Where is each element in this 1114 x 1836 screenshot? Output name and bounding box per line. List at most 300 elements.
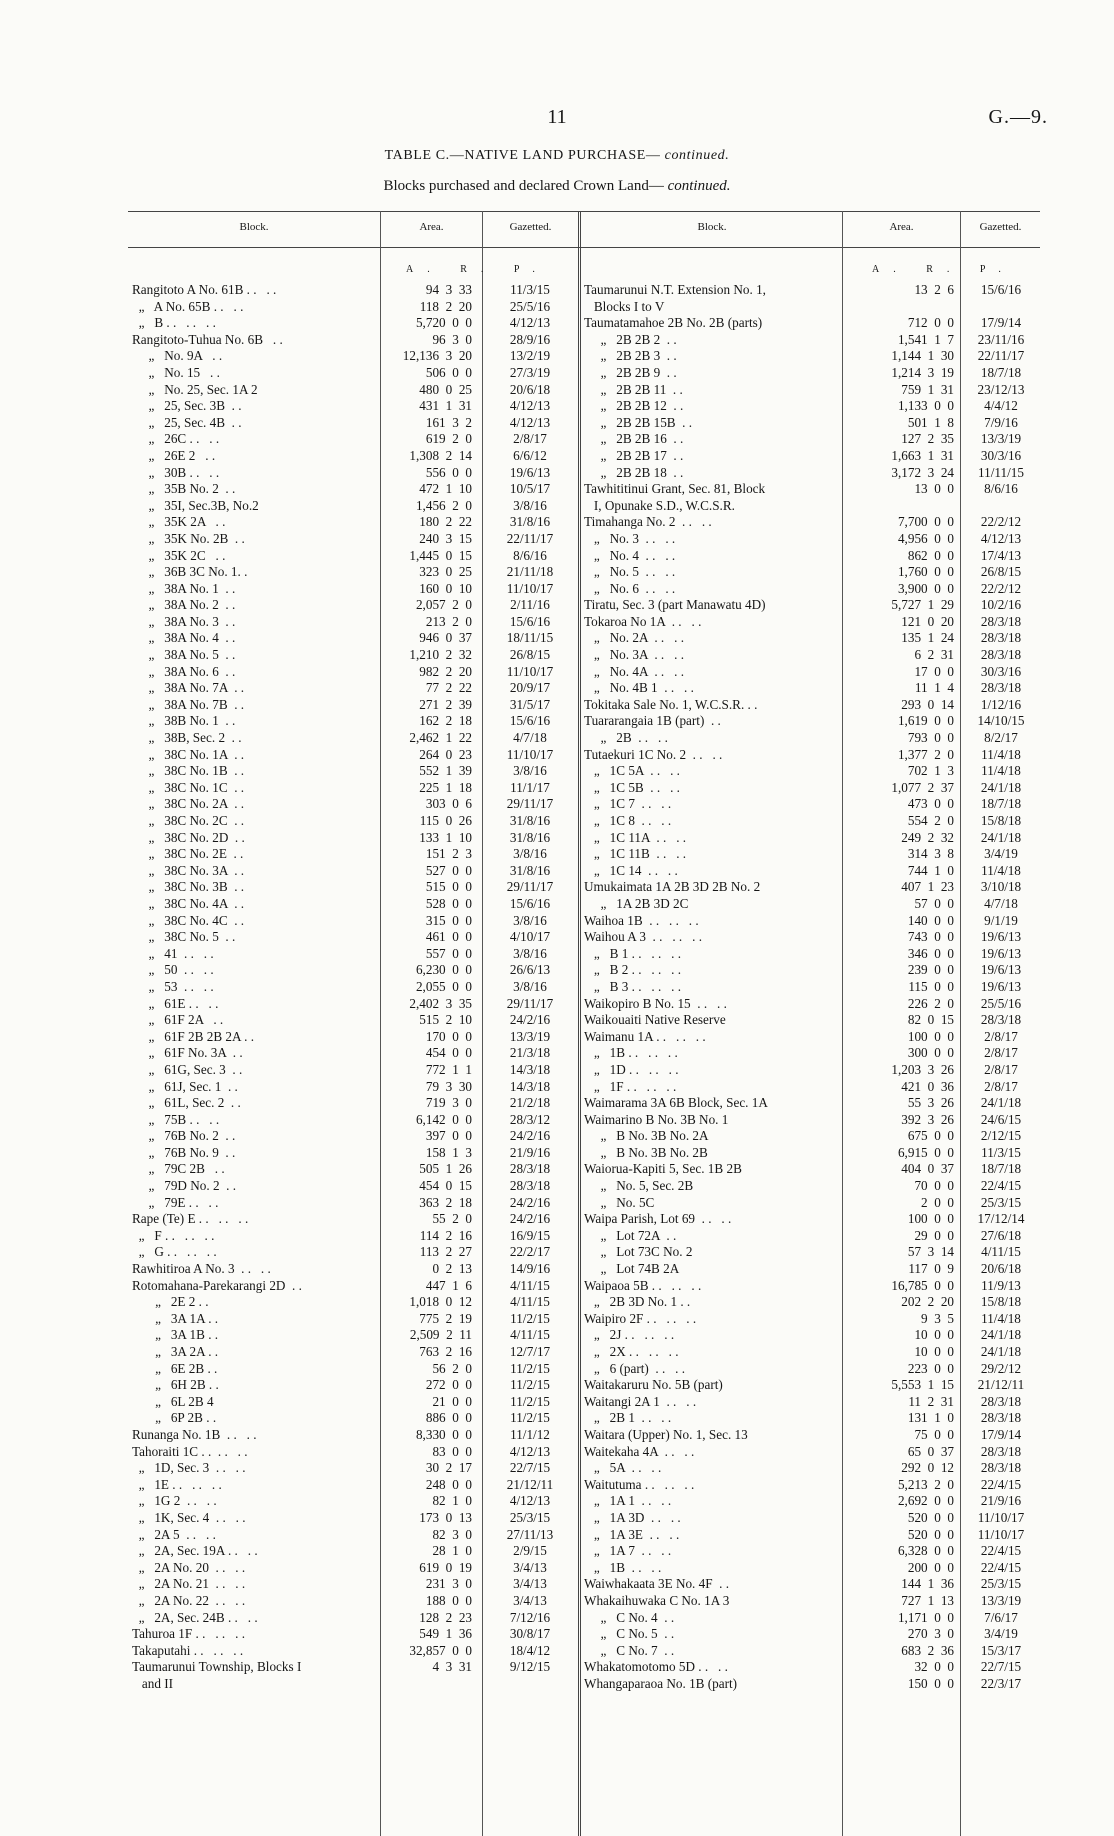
block-cell: „ B 3 . . . . . . — [584, 978, 682, 994]
area-cell: 213 2 0 — [425, 613, 472, 629]
area-cell: 231 3 0 — [425, 1576, 472, 1592]
area-cell: 2 0 0 — [921, 1194, 954, 1210]
gazetted-cell: 7/9/16 — [984, 414, 1018, 430]
table-row — [584, 730, 1040, 747]
block-cell: Waitangi 2A 1 . . . . — [584, 1393, 697, 1409]
table-row — [132, 299, 576, 316]
block-cell: and II — [132, 1675, 174, 1691]
page-code: G.—9. — [988, 106, 1048, 128]
table-row — [584, 580, 1040, 598]
table-subtitle: Blocks purchased and declared Crown Land— continued. — [383, 178, 731, 194]
table-row — [132, 647, 576, 664]
block-cell: Rangitoto-Tuhua No. 6B . . — [132, 331, 283, 347]
area-cell: 397 0 0 — [425, 1128, 472, 1144]
block-cell: „ 61E . . . . — [132, 995, 219, 1011]
block-cell: „ 1C 5B . . . . — [584, 779, 680, 795]
area-cell: 1,171 0 0 — [897, 1609, 954, 1625]
table-row — [584, 763, 1040, 780]
gazetted-cell: 3/8/16 — [513, 497, 547, 513]
table-row — [132, 1444, 576, 1461]
gazetted-cell: 22/7/15 — [509, 1460, 551, 1476]
left-area-header: Area. — [419, 221, 444, 233]
gazetted-cell: 3/4/13 — [513, 1592, 547, 1608]
table-row — [584, 1543, 1040, 1560]
gazetted-cell: 25/3/15 — [980, 1576, 1022, 1592]
gazetted-cell: 22/4/15 — [980, 1476, 1022, 1492]
table-row — [584, 1095, 1040, 1112]
gazetted-cell: 25/3/15 — [980, 1194, 1022, 1210]
block-cell: „ 6P 2B . . — [132, 1410, 217, 1426]
right-area-header: Area. — [889, 221, 914, 233]
block-cell: Tiratu, Sec. 3 (part Manawatu 4D) — [584, 597, 766, 613]
block-cell: „ 35K 2C . . — [132, 547, 226, 563]
gazetted-cell: 2/8/17 — [984, 1045, 1018, 1061]
block-cell: „ No. 4 . . . . — [584, 547, 676, 563]
table-row — [584, 995, 1040, 1013]
table-row — [584, 895, 1040, 913]
block-cell: Tokaroa No 1A . . . . — [584, 613, 702, 629]
table-row — [584, 813, 1040, 830]
gazetted-cell: 19/6/13 — [509, 464, 551, 480]
block-cell: „ No. 25, Sec. 1A 2 — [132, 381, 258, 397]
table-row — [584, 1061, 1040, 1079]
block-cell: „ B No. 3B No. 2B — [584, 1144, 708, 1160]
gazetted-cell: 23/12/13 — [977, 381, 1025, 397]
table-row — [584, 597, 1040, 614]
table-row — [132, 830, 576, 847]
gazetted-cell: 28/3/18 — [980, 1012, 1022, 1028]
table-row — [132, 1493, 576, 1510]
table-row — [132, 1228, 576, 1245]
block-cell: Waitutuma . . . . . . — [584, 1476, 695, 1492]
area-cell: 7,700 0 0 — [897, 514, 954, 530]
table-row — [132, 332, 576, 349]
area-cell: 240 3 15 — [419, 530, 472, 546]
gazetted-cell: 10/2/16 — [980, 597, 1022, 613]
gazetted-cell: 25/3/15 — [509, 1509, 551, 1525]
block-cell: „ B 2 . . . . . . — [584, 962, 682, 978]
gazetted-cell: 22/2/17 — [509, 1244, 551, 1260]
block-cell: „ G . . . . . . — [132, 1244, 217, 1260]
gazetted-cell: 20/6/18 — [980, 1261, 1022, 1277]
area-cell: 552 1 39 — [419, 763, 472, 779]
table-row — [132, 1211, 576, 1228]
block-cell: „ 6L 2B 4 — [132, 1393, 214, 1409]
area-cell: 549 1 36 — [419, 1626, 472, 1642]
area-cell: 1,144 1 30 — [891, 348, 954, 364]
block-cell: „ 61F 2B 2B 2A . . — [132, 1028, 254, 1044]
area-cell: 1,133 0 0 — [897, 398, 954, 414]
table-row — [132, 846, 576, 863]
area-cell: 82 3 0 — [432, 1526, 472, 1542]
table-row — [584, 447, 1040, 465]
gazetted-cell: 11/10/17 — [506, 580, 554, 596]
block-cell: Blocks I to V — [584, 298, 665, 314]
table-row — [584, 1509, 1040, 1527]
block-cell: „ 2B 2B 12 . . — [584, 398, 684, 414]
gazetted-cell: 4/11/15 — [510, 1327, 550, 1343]
gazetted-cell: 22/3/17 — [980, 1675, 1022, 1691]
gazetted-cell: 11/4/18 — [981, 1310, 1021, 1326]
gazetted-cell: 11/11/15 — [978, 464, 1024, 480]
area-cell: 70 0 0 — [914, 1178, 954, 1194]
gazetted-cell: 3/4/13 — [513, 1576, 547, 1592]
area-cell: 557 0 0 — [425, 945, 472, 961]
gazetted-cell: 12/7/17 — [509, 1344, 551, 1359]
table-row — [132, 1178, 576, 1195]
area-cell: 128 2 23 — [419, 1609, 472, 1625]
block-cell: „ 38C No. 1A . . — [132, 746, 245, 762]
gazetted-cell: 31/8/16 — [509, 862, 551, 878]
gazetted-cell: 3/8/16 — [513, 945, 547, 961]
area-cell: 527 0 0 — [425, 862, 472, 878]
block-cell: „ 2B 1 . . . . — [584, 1410, 672, 1426]
area-cell: 270 3 0 — [907, 1626, 954, 1642]
area-cell: 271 2 39 — [419, 696, 472, 712]
gazetted-cell: 21/3/18 — [509, 1045, 551, 1061]
block-cell: „ 38C No. 1B . . — [132, 763, 245, 779]
area-cell: 5,213 2 0 — [897, 1476, 954, 1492]
area-cell: 743 0 0 — [907, 929, 954, 945]
area-cell: 1,377 2 0 — [897, 746, 954, 762]
gazetted-cell: 4/12/13 — [509, 398, 551, 414]
table-row — [132, 531, 576, 548]
gazetted-cell: 14/9/16 — [509, 1261, 551, 1277]
table-row — [584, 1261, 1040, 1278]
table-row — [584, 862, 1040, 880]
gazetted-cell: 11/2/15 — [510, 1410, 550, 1426]
block-cell: Tawhititinui Grant, Sec. 81, Block — [584, 481, 766, 497]
gazetted-cell: 28/3/18 — [980, 647, 1022, 663]
area-cell: 118 2 20 — [419, 298, 472, 314]
gazetted-cell: 24/1/18 — [980, 1095, 1022, 1111]
table-row — [584, 497, 1040, 515]
table-row — [584, 796, 1040, 813]
block-cell: „ No. 5C — [584, 1194, 655, 1210]
gazetted-cell: 15/6/16 — [980, 282, 1022, 297]
table-row — [584, 1310, 1040, 1328]
block-cell: „ 3A 2A . . — [132, 1344, 219, 1359]
table-row — [132, 1344, 576, 1361]
table-row — [132, 448, 576, 465]
gazetted-cell: 25/5/16 — [509, 298, 551, 314]
table-row — [132, 1079, 576, 1096]
table-row — [584, 630, 1040, 647]
area-cell: 127 2 35 — [901, 431, 954, 447]
block-cell: „ 79E . . . . — [132, 1194, 219, 1210]
area-cell: 121 0 20 — [901, 613, 954, 629]
block-cell: „ 38A No. 3 . . — [132, 613, 236, 629]
table-row — [132, 1062, 576, 1079]
block-cell: Tahoraiti 1C . . . . . . — [132, 1443, 248, 1459]
block-cell: „ 38A No. 7A . . — [132, 680, 245, 696]
area-cell: 515 2 10 — [419, 1012, 472, 1028]
table-row — [584, 1344, 1040, 1361]
block-cell: „ 61F 2A . . — [132, 1012, 224, 1028]
area-cell: 2,509 2 11 — [409, 1327, 472, 1343]
area-cell: 480 0 25 — [419, 381, 472, 397]
table-row — [132, 1377, 576, 1394]
area-cell: 300 0 0 — [907, 1045, 954, 1061]
area-cell: 161 3 2 — [425, 414, 472, 430]
table-row — [132, 398, 576, 415]
table-row — [584, 1227, 1040, 1245]
block-cell: „ 1A 7 . . . . — [584, 1543, 672, 1559]
gazetted-cell: 28/3/18 — [980, 1460, 1022, 1476]
area-cell: 8,330 0 0 — [415, 1426, 472, 1442]
table-title-continued: continued. — [664, 148, 730, 163]
area-cell: 13 0 0 — [914, 481, 954, 497]
gazetted-cell: 24/2/16 — [509, 1012, 551, 1028]
gazetted-cell: 24/1/18 — [980, 1327, 1022, 1343]
gazetted-cell: 26/6/13 — [509, 962, 551, 978]
area-cell: 1,018 0 12 — [409, 1294, 472, 1310]
area-cell: 6,142 0 0 — [415, 1111, 472, 1127]
area-cell: 30 2 17 — [425, 1460, 472, 1476]
area-cell: 10 0 0 — [914, 1344, 954, 1359]
gazetted-cell: 18/7/18 — [980, 364, 1022, 380]
block-cell: „ 38A No. 7B . . — [132, 696, 245, 712]
gazetted-cell: 11/10/17 — [506, 746, 554, 762]
gazetted-cell: 19/6/13 — [980, 962, 1022, 978]
gazetted-cell: 30/8/17 — [509, 1626, 551, 1642]
gazetted-cell: 7/6/17 — [984, 1609, 1018, 1625]
block-cell: „ 1B . . . . . . — [584, 1045, 678, 1061]
area-cell: 131 1 0 — [907, 1410, 954, 1426]
gazetted-cell: 4/12/13 — [509, 1493, 551, 1509]
table-row — [132, 548, 576, 565]
gazetted-cell: 11/2/15 — [510, 1393, 550, 1409]
area-cell: 6 2 31 — [914, 647, 954, 663]
block-cell: „ 1C 7 . . . . — [584, 796, 672, 812]
table-row — [584, 431, 1040, 448]
block-cell: „ 3A 1A . . — [132, 1310, 219, 1326]
block-cell: Waitakaruru No. 5B (part) — [584, 1377, 723, 1393]
block-cell: Waihou A 3 . . . . . . — [584, 929, 702, 945]
block-cell: „ 41 . . . . — [132, 945, 214, 961]
area-cell: 501 1 8 — [907, 414, 954, 430]
gazetted-cell: 15/3/17 — [980, 1642, 1022, 1658]
gazetted-cell: 11/2/15 — [510, 1310, 550, 1326]
block-cell: Rotomahana-Parekarangi 2D . . — [132, 1277, 302, 1293]
area-cell: 315 0 0 — [425, 912, 472, 928]
area-cell: 392 3 26 — [901, 1111, 954, 1127]
gazetted-cell: 31/5/17 — [509, 696, 551, 712]
gazetted-cell: 14/3/18 — [509, 1078, 551, 1094]
gazetted-cell: 4/4/12 — [984, 398, 1018, 414]
block-cell: Whakaihuwaka C No. 1A 3 — [584, 1592, 730, 1608]
gazetted-cell: 20/9/17 — [509, 680, 551, 696]
area-cell: 65 0 37 — [907, 1443, 954, 1459]
gazetted-cell: 3/10/18 — [980, 879, 1022, 895]
area-cell: 1,619 0 0 — [897, 713, 954, 729]
area-cell: 293 0 14 — [901, 696, 954, 712]
area-cell: 4,956 0 0 — [897, 530, 954, 546]
gazetted-cell: 2/8/17 — [984, 1028, 1018, 1044]
area-cell: 140 0 0 — [907, 912, 954, 928]
gazetted-cell: 24/1/18 — [980, 779, 1022, 795]
page-number: 11 — [547, 106, 567, 128]
block-cell: Tokitaka Sale No. 1, W.C.S.R. . . — [584, 696, 758, 712]
area-cell: 702 1 3 — [907, 763, 954, 779]
area-cell: 2,057 2 0 — [415, 597, 472, 613]
area-cell: 472 1 10 — [419, 481, 472, 497]
table-row — [132, 465, 576, 482]
gazetted-cell: 3/8/16 — [513, 978, 547, 994]
block-cell: „ 2B 2B 3 . . — [584, 348, 677, 364]
table-row — [132, 929, 576, 946]
table-row — [132, 1427, 576, 1444]
table-row — [132, 1460, 576, 1477]
gazetted-cell: 18/11/15 — [506, 630, 554, 646]
table-row — [132, 1012, 576, 1029]
block-cell: „ 1G 2 . . . . — [132, 1493, 217, 1509]
table-row — [584, 530, 1040, 548]
table-row — [132, 879, 576, 896]
table-row — [132, 1626, 576, 1643]
table-row — [584, 680, 1040, 697]
block-cell: „ 6H 2B . . — [132, 1377, 219, 1393]
gazetted-cell: 11/10/17 — [977, 1509, 1025, 1525]
area-cell: 57 3 14 — [907, 1244, 954, 1260]
area-cell: 115 0 0 — [908, 978, 954, 994]
table-row — [584, 1045, 1040, 1062]
area-cell: 239 0 0 — [907, 962, 954, 978]
block-cell: „ 1K, Sec. 4 . . . . — [132, 1509, 246, 1525]
table-row — [584, 1194, 1040, 1212]
area-cell: 264 0 23 — [419, 746, 472, 762]
gazetted-cell: 28/3/18 — [509, 1178, 551, 1194]
table-row — [132, 1128, 576, 1145]
table-row — [132, 1659, 576, 1676]
block-cell: Tahuroa 1F . . . . . . — [132, 1626, 245, 1642]
block-cell: „ 1A 2B 3D 2C — [584, 895, 689, 911]
block-cell: Rangitoto A No. 61B . . . . — [132, 282, 277, 297]
gazetted-cell: 9/12/15 — [509, 1659, 551, 1675]
block-cell: Waimarama 3A 6B Block, Sec. 1A — [584, 1095, 768, 1111]
block-cell: „ 25, Sec. 4B . . — [132, 414, 242, 430]
area-cell: 32 0 0 — [914, 1659, 954, 1675]
table-row — [584, 1377, 1040, 1394]
table-row — [132, 365, 576, 382]
gazetted-cell: 24/1/18 — [980, 829, 1022, 845]
table-row — [584, 1244, 1040, 1261]
gazetted-cell: 10/5/17 — [509, 481, 551, 497]
table-row — [584, 1078, 1040, 1096]
block-cell: „ 36B 3C No. 1. . — [132, 564, 248, 580]
block-cell: „ 1C 11A . . . . — [584, 829, 687, 845]
table-row — [132, 1643, 576, 1660]
gazetted-cell: 23/11/16 — [977, 331, 1025, 347]
area-cell: 363 2 18 — [419, 1194, 472, 1210]
table-row — [584, 1642, 1040, 1660]
area-cell: 982 2 20 — [419, 663, 472, 679]
gazetted-cell: 18/7/18 — [980, 1161, 1022, 1177]
table-row — [132, 382, 576, 399]
block-cell: „ 38A No. 5 . . — [132, 647, 236, 663]
table-row — [132, 713, 576, 730]
gazetted-cell: 28/3/18 — [980, 1410, 1022, 1426]
table-row — [584, 663, 1040, 681]
area-cell: 83 0 0 — [432, 1443, 472, 1459]
area-cell: 506 0 0 — [425, 364, 472, 380]
gazetted-cell: 22/2/12 — [980, 580, 1022, 596]
block-cell: Takaputahi . . . . . . — [132, 1642, 244, 1658]
table-row — [584, 1294, 1040, 1311]
gazetted-cell: 11/3/15 — [981, 1144, 1021, 1160]
block-cell: Whakatomotomo 5D . . . . — [584, 1659, 728, 1675]
gazetted-cell: 28/3/18 — [980, 680, 1022, 696]
table-row — [132, 962, 576, 979]
gazetted-cell: 29/11/17 — [506, 995, 554, 1011]
table-row — [584, 1460, 1040, 1477]
gazetted-cell: 2/11/16 — [510, 597, 550, 613]
area-cell: 421 0 36 — [901, 1078, 954, 1094]
header-top-rule — [128, 211, 1040, 212]
gazetted-cell: 4/12/13 — [980, 530, 1022, 546]
block-cell: Waikouaiti Native Reserve — [584, 1012, 726, 1028]
gazetted-cell: 21/12/11 — [977, 1377, 1025, 1393]
table-row — [132, 697, 576, 714]
table-row — [584, 1493, 1040, 1510]
area-cell: 712 0 0 — [907, 315, 954, 331]
area-cell: 151 2 3 — [425, 846, 472, 862]
area-cell: 188 0 0 — [425, 1592, 472, 1608]
gazetted-cell: 28/3/18 — [980, 630, 1022, 646]
gazetted-cell: 4/7/18 — [513, 730, 547, 746]
gazetted-cell: 28/3/18 — [509, 1161, 551, 1177]
gazetted-cell: 11/4/18 — [981, 746, 1021, 762]
table-row — [132, 1095, 576, 1112]
block-cell: Umukaimata 1A 2B 3D 2B No. 2 — [584, 879, 761, 895]
table-row — [132, 1560, 576, 1577]
table-row — [584, 945, 1040, 963]
block-cell: „ A No. 65B . . . . — [132, 298, 244, 314]
block-cell: „ 2B 2B 18 . . — [584, 464, 684, 480]
gazetted-cell: 26/8/15 — [980, 564, 1022, 580]
block-cell: „ 25, Sec. 3B . . — [132, 398, 242, 414]
gazetted-cell: 4/7/18 — [984, 895, 1018, 911]
block-cell: „ 2B 2B 17 . . — [584, 447, 684, 463]
block-cell: Waipaoa 5B . . . . . . — [584, 1277, 702, 1293]
gazetted-cell: 31/8/16 — [509, 829, 551, 845]
block-cell: „ 38C No. 2A . . — [132, 796, 245, 812]
block-cell: „ 38C No. 2D . . — [132, 829, 245, 845]
area-cell: 744 1 0 — [907, 862, 954, 878]
block-cell: „ No. 5 . . . . — [584, 564, 676, 580]
table-row — [584, 481, 1040, 498]
gazetted-cell: 24/2/16 — [509, 1128, 551, 1144]
gazetted-cell: 24/2/16 — [509, 1194, 551, 1210]
table-row — [584, 1028, 1040, 1046]
gazetted-cell: 21/12/11 — [506, 1476, 554, 1492]
area-cell: 454 0 15 — [419, 1178, 472, 1194]
table-row — [584, 1012, 1040, 1029]
block-cell: „ 38A No. 2 . . — [132, 597, 236, 613]
block-cell: „ 1B . . . . — [584, 1559, 662, 1575]
area-cell: 1,445 0 15 — [409, 547, 472, 563]
area-cell: 2,462 1 22 — [409, 730, 472, 746]
gazetted-cell: 8/6/16 — [513, 547, 547, 563]
block-cell: „ No. 3 . . . . — [584, 530, 676, 546]
area-cell: 719 3 0 — [425, 1095, 472, 1111]
area-cell: 515 0 0 — [425, 879, 472, 895]
block-cell: „ 35B No. 2 . . — [132, 481, 236, 497]
table-row — [132, 1593, 576, 1610]
area-cell: 619 2 0 — [425, 431, 472, 447]
block-cell: „ B . . . . . . — [132, 315, 216, 331]
block-cell: „ 1F . . . . . . — [584, 1078, 677, 1094]
